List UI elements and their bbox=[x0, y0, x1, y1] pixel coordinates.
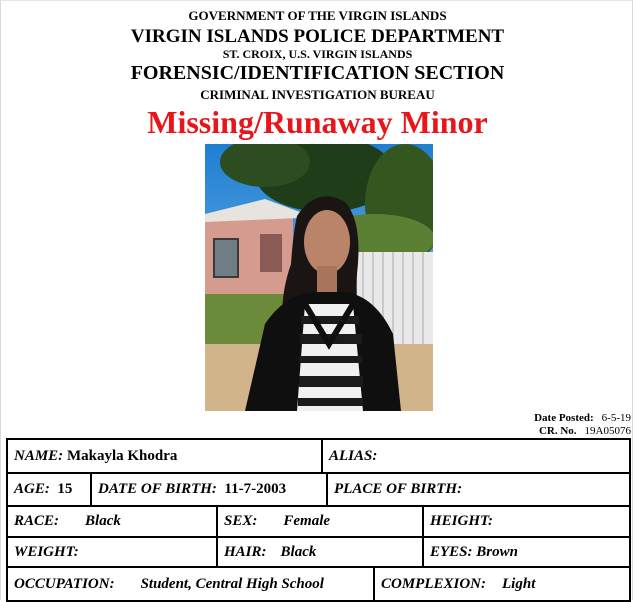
row-race bbox=[8, 507, 629, 538]
row-weight bbox=[8, 538, 629, 568]
weight-label: WEIGHT: bbox=[14, 543, 79, 560]
poster-title: Missing/Runaway Minor bbox=[147, 104, 488, 140]
name-cell bbox=[8, 440, 323, 472]
alias-label: ALIAS: bbox=[329, 447, 378, 464]
occupation-label: OCCUPATION: bbox=[14, 575, 115, 592]
header-bureau: CRIMINAL INVESTIGATION BUREAU bbox=[200, 87, 435, 102]
dob-label: DATE OF BIRTH: bbox=[98, 481, 217, 497]
posting-info bbox=[534, 412, 631, 438]
dob-value: 11-7-2003 bbox=[224, 481, 287, 497]
header-department: VIRGIN ISLANDS POLICE DEPARTMENT bbox=[130, 26, 505, 47]
age-value: 15 bbox=[57, 481, 73, 497]
sex-cell bbox=[218, 507, 424, 536]
row-occupation bbox=[8, 568, 629, 600]
row-name bbox=[8, 440, 629, 474]
alias-cell bbox=[323, 440, 629, 472]
name-label: NAME: bbox=[14, 447, 64, 464]
race-value: Black bbox=[85, 513, 121, 529]
eyes-label: EYES: bbox=[430, 543, 473, 560]
race-label: RACE: bbox=[14, 513, 60, 529]
cr-number-label: CR. No. bbox=[538, 425, 577, 437]
height-cell bbox=[424, 507, 629, 536]
description-table bbox=[6, 438, 631, 602]
name-value: Makayla Khodra bbox=[66, 447, 178, 464]
age-label: AGE: bbox=[14, 481, 50, 497]
occupation-cell bbox=[8, 568, 375, 600]
row-age bbox=[8, 474, 629, 507]
sex-value: Female bbox=[283, 513, 331, 529]
subject-photo-illustration bbox=[205, 144, 433, 411]
date-posted-value: 6-5-19 bbox=[601, 412, 631, 424]
hair-label: HAIR: bbox=[224, 543, 267, 560]
complexion-cell bbox=[375, 568, 629, 600]
eyes-cell bbox=[424, 538, 629, 566]
occupation-value: Student, Central High School bbox=[140, 575, 324, 592]
hair-cell bbox=[218, 538, 424, 566]
eyes-value: Brown bbox=[476, 543, 518, 560]
sex-label: SEX: bbox=[224, 513, 258, 529]
age-cell bbox=[8, 474, 92, 505]
header-location: ST. CROIX, U.S. VIRGIN ISLANDS bbox=[222, 47, 413, 61]
subject-photo bbox=[205, 144, 433, 411]
pob-cell bbox=[328, 474, 629, 505]
cr-number-value: 19A05076 bbox=[584, 425, 631, 437]
complexion-label: COMPLEXION: bbox=[381, 575, 487, 592]
date-posted-label: Date Posted: bbox=[534, 412, 594, 424]
complexion-value: Light bbox=[502, 575, 536, 592]
weight-cell bbox=[8, 538, 218, 566]
header-section: FORENSIC/IDENTIFICATION SECTION bbox=[130, 62, 505, 84]
dob-cell bbox=[92, 474, 328, 505]
pob-label: PLACE OF BIRTH: bbox=[334, 481, 463, 497]
height-label: HEIGHT: bbox=[430, 513, 494, 529]
race-cell bbox=[8, 507, 218, 536]
header-government: GOVERNMENT OF THE VIRGIN ISLANDS bbox=[188, 8, 447, 23]
hair-value: Black bbox=[280, 543, 317, 560]
